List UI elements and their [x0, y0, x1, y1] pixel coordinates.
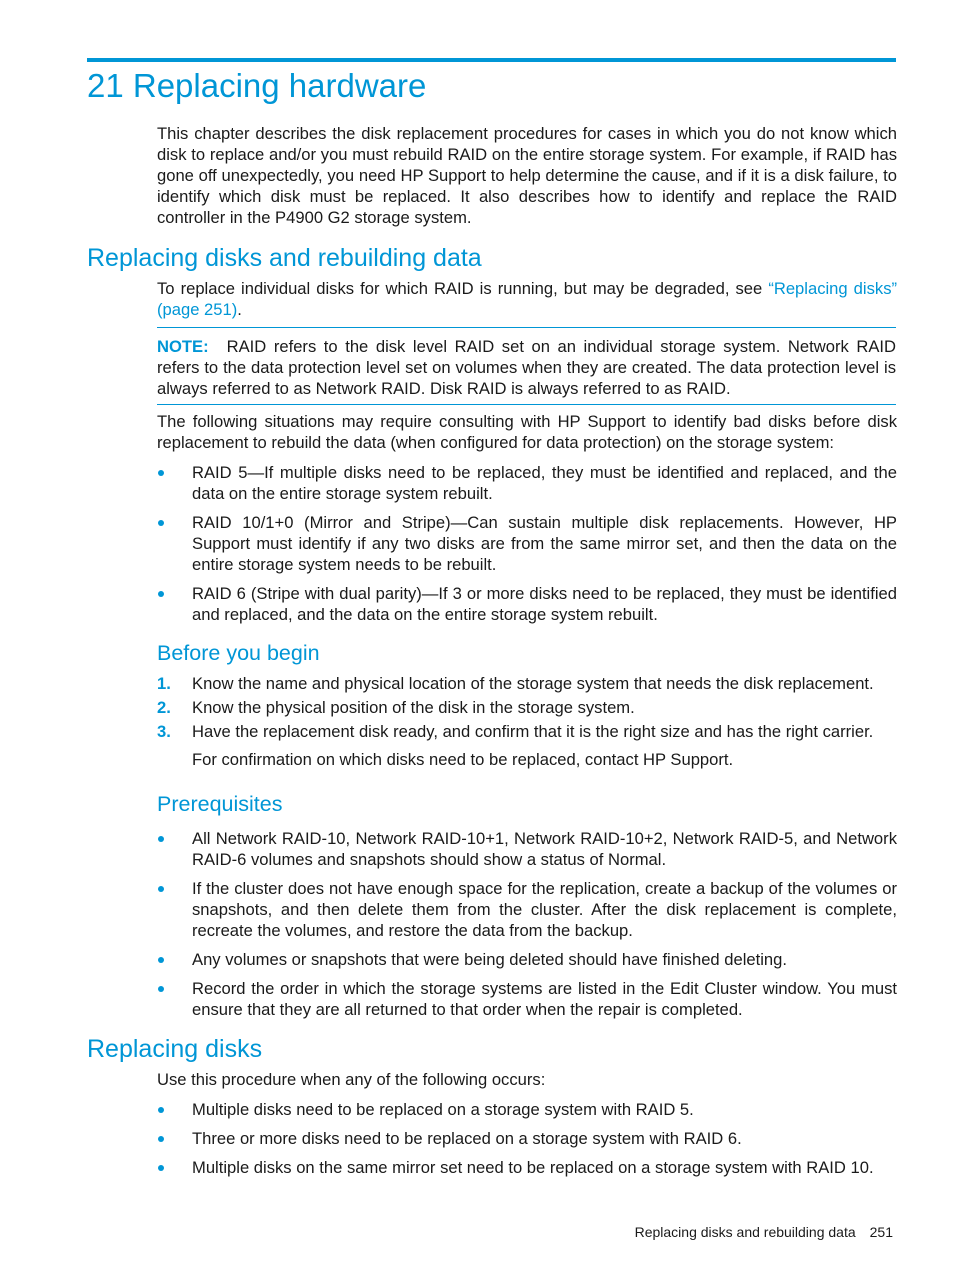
- step-item: [157, 673, 897, 694]
- footer-section-title: Replacing disks and rebuilding data: [634, 1224, 856, 1240]
- list-item: [157, 978, 897, 1020]
- situations-intro: The following situations may require consulting with HP Support to identify bad disks before disk replacement to rebuild the data (when configured for data protection) on the storage system:: [157, 412, 897, 452]
- list-item-text: RAID 6 (Stripe with dual parity)—If 3 or more disks need to be replaced, they must be identified and replaced, and the data on the entire storage system rebuilt.: [192, 584, 897, 624]
- step-number: 1.: [157, 674, 171, 693]
- list-item: [157, 1099, 897, 1120]
- list-item-text: Three or more disks need to be replaced on a storage system with RAID 6.: [192, 1129, 742, 1148]
- replacing-disks-list: [157, 1099, 897, 1178]
- section-heading-replacing-disks: Replacing disks: [87, 1035, 263, 1063]
- chapter-top-rule: [87, 58, 896, 62]
- bullet-icon: [158, 470, 164, 476]
- list-item-text: All Network RAID-10, Network RAID-10+1, Network RAID-10+2, Network RAID-5, and Network RAID-6 volumes and snapshots should show a status of Normal.: [192, 829, 897, 869]
- situations-list: [157, 462, 897, 625]
- list-item-text: Multiple disks need to be replaced on a storage system with RAID 5.: [192, 1100, 694, 1119]
- steps-list: [157, 673, 897, 742]
- note-box: [157, 327, 896, 405]
- step-text: Have the replacement disk ready, and confirm that it is the right size and has the right carrier.: [192, 722, 874, 741]
- heading-prerequisites: Prerequisites: [157, 792, 283, 816]
- list-item: [157, 1157, 897, 1178]
- list-item: [157, 462, 897, 504]
- list-item: [157, 583, 897, 625]
- bullet-icon: [158, 1107, 164, 1113]
- list-item: [157, 878, 897, 941]
- step-number: 3.: [157, 722, 171, 741]
- note-label: NOTE:: [157, 337, 209, 356]
- page-footer: [635, 1222, 893, 1242]
- bullet-icon: [158, 1136, 164, 1142]
- intro-text-before-link: To replace individual disks for which RAID is running, but may be degraded, see: [157, 279, 769, 298]
- replacing-disks-intro: Use this procedure when any of the following occurs:: [157, 1070, 546, 1089]
- list-item-text: If the cluster does not have enough space for the replication, create a backup of the volumes or snapshots, and then delete them from the cluster. After the disk replacement is complete, recreate the volumes, and restore the data from the backup.: [192, 879, 897, 940]
- list-item-text: RAID 5—If multiple disks need to be replaced, they must be identified and replaced, and the data on the entire storage system rebuilt.: [192, 463, 897, 503]
- bullet-icon: [158, 986, 164, 992]
- step-item: [157, 697, 897, 718]
- bullet-icon: [158, 957, 164, 963]
- intro-text-after-link: .: [237, 300, 242, 319]
- bullet-icon: [158, 836, 164, 842]
- bullet-icon: [158, 520, 164, 526]
- bullet-icon: [158, 1165, 164, 1171]
- chapter-title: 21 Replacing hardware: [87, 67, 427, 104]
- list-item: [157, 1128, 897, 1149]
- step-text: Know the physical position of the disk in the storage system.: [192, 698, 635, 717]
- steps-followup: For confirmation on which disks need to be replaced, contact HP Support.: [192, 750, 734, 769]
- step-number: 2.: [157, 698, 171, 717]
- page-number: 251: [869, 1224, 893, 1240]
- step-item: [157, 721, 897, 742]
- list-item: [157, 828, 897, 870]
- bullet-icon: [158, 591, 164, 597]
- heading-before-you-begin: Before you begin: [157, 641, 320, 665]
- section-intro-paragraph: [157, 278, 897, 320]
- replacing-disks-link[interactable]: “Replacing disks” (page 251): [157, 279, 898, 319]
- note-text: RAID refers to the disk level RAID set on an individual storage system. Network RAID refers to the data protection level set on volumes when they are created. The data protection level is always referred to as Network RAID. Disk RAID is always referred to as RAID.: [157, 337, 896, 398]
- list-item-text: RAID 10/1+0 (Mirror and Stripe)—Can sustain multiple disk replacements. However, HP Support must identify if any two disks are from the same mirror set, and then the data on the entire storage system needs to be rebuilt.: [192, 513, 897, 574]
- step-text: Know the name and physical location of the storage system that needs the disk replacement.: [192, 674, 874, 693]
- list-item-text: Any volumes or snapshots that were being deleted should have finished deleting.: [192, 950, 787, 969]
- list-item: [157, 949, 897, 970]
- list-item-text: Record the order in which the storage systems are listed in the Edit Cluster window. You must ensure that they are all returned to that order when the repair is completed.: [192, 979, 897, 1019]
- section-heading-replacing-disks-rebuilding: Replacing disks and rebuilding data: [87, 244, 482, 272]
- prerequisites-list: [157, 828, 897, 1020]
- bullet-icon: [158, 886, 164, 892]
- list-item-text: Multiple disks on the same mirror set need to be replaced on a storage system with RAID 10.: [192, 1158, 874, 1177]
- list-item: [157, 512, 897, 575]
- chapter-intro: This chapter describes the disk replacement procedures for cases in which you do not know which disk to replace and/or you must rebuild RAID on the entire storage system. For example, if RAID has gone off unexpectedly, you need HP Support to help determine the cause, and if it is a disk failure, to identify which disk must be replaced. It also describes how to identify and replace the RAID controller in the P4900 G2 storage system.: [157, 124, 897, 227]
- note-paragraph: [157, 336, 896, 399]
